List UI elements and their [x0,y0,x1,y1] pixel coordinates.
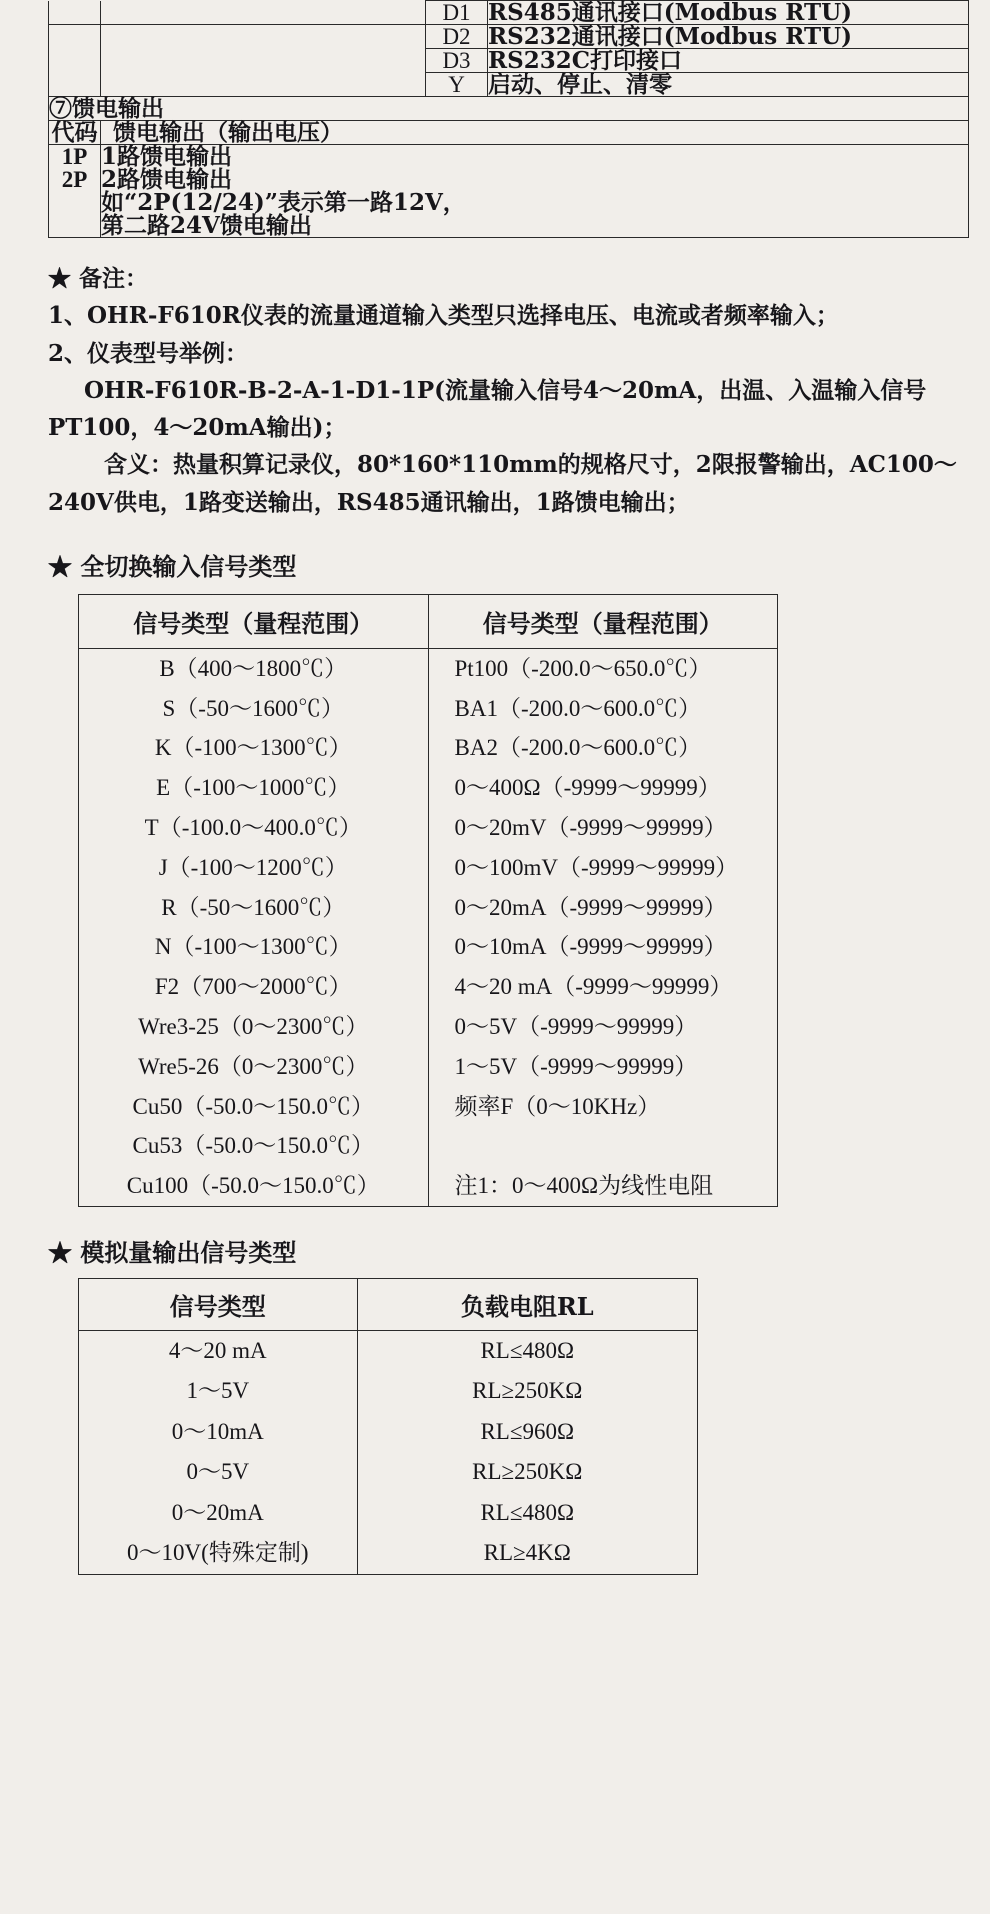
empty-cell-5 [49,49,101,73]
feed-empty-code [49,191,101,214]
table-row [79,1533,698,1574]
notes-block [48,260,968,521]
table-row [49,25,969,49]
desc-cell: 启动、停止、清零 [488,73,969,97]
table-row [79,1126,778,1166]
signal-right-cell: 0～20mV（-9999～99999） [428,808,778,848]
table-row [49,168,969,191]
empty-cell-4 [101,25,426,49]
feed-desc-cell: 2路馈电输出 [101,168,969,191]
code-cell: D3 [426,49,488,73]
table-row-header [79,594,778,648]
note-line-2: 2、仪表型号举例： [48,339,249,367]
column-header-signal-left: 信号类型（量程范围） [79,594,429,648]
signal-left-cell: T（-100.0～400.0℃） [79,808,429,848]
code-cell: D2 [426,25,488,49]
table-row [49,191,969,214]
table-row [49,214,969,238]
input-signal-type-table [78,594,778,1207]
signal-right-cell: BA2（-200.0～600.0℃） [428,728,778,768]
desc-cell: RS232C打印接口 [488,49,969,73]
empty-cell-6 [101,49,426,73]
note-line-4: 含义：热量积算记录仪，80*160*110mm的规格尺寸，2限报警输出，AC100～240V供电，1路变送输出，RS485通讯输出，1路馈电输出； [48,451,957,516]
table-row [79,848,778,888]
table-row [79,1087,778,1127]
table-row [79,768,778,808]
analog-load-cell: RL≥250KΩ [357,1452,697,1493]
table-row [49,1,969,25]
desc-cell: RS232通讯接口(Modbus RTU) [488,25,969,49]
note-line-1: 1、OHR-F610R仪表的流量通道输入类型只选择电压、电流或者频率输入； [48,302,839,330]
signal-left-cell: Cu50（-50.0～150.0℃） [79,1087,429,1127]
analog-load-cell: RL≥4KΩ [357,1533,697,1574]
feed-code-cell: 1P [49,145,101,169]
signal-note-cell: 注1：0～400Ω为线性电阻 [428,1166,778,1206]
signal-left-cell: E（-100～1000℃） [79,768,429,808]
table-row-header [49,121,969,145]
feed-code-cell: 2P [49,168,101,191]
signal-right-cell: 0～5V（-9999～99999） [428,1007,778,1047]
section-heading-feed-output: ⑦馈电输出 [49,97,969,121]
signal-right-cell: 0～20mA（-9999～99999） [428,888,778,928]
desc-cell: RS485通讯接口(Modbus RTU) [488,1,969,25]
signal-left-cell: R（-50～1600℃） [79,888,429,928]
column-header-feed-output: 馈电输出（输出电压） [101,121,969,145]
analog-output-table [78,1278,698,1575]
code-cell: Y [426,73,488,97]
signal-right-cell: 0～10mA（-9999～99999） [428,927,778,967]
table-row [49,73,969,97]
table-row [79,728,778,768]
analog-signal-cell: 0～5V [79,1452,358,1493]
table-row [79,1007,778,1047]
table-row [79,1047,778,1087]
empty-cell-2 [101,1,426,25]
feed-example-line1: 如“2P(12/24)”表示第一路12V， [101,191,969,214]
feed-empty-code-2 [49,214,101,238]
signal-right-cell: BA1（-200.0～600.0℃） [428,689,778,729]
signal-right-cell: 0～100mV（-9999～99999） [428,848,778,888]
signal-left-cell: Cu53（-50.0～150.0℃） [79,1126,429,1166]
column-header-signal-right: 信号类型（量程范围） [428,594,778,648]
signal-right-cell: 频率F（0～10KHz） [428,1087,778,1127]
empty-cell-7 [49,73,101,97]
analog-load-cell: RL≥250KΩ [357,1371,697,1412]
table-row [79,967,778,1007]
table-row [79,927,778,967]
analog-load-cell: RL≤480Ω [357,1493,697,1534]
analog-load-cell: RL≤480Ω [357,1330,697,1371]
signal-left-cell: Cu100（-50.0～150.0℃） [79,1166,429,1206]
empty-cell-8 [101,73,426,97]
note-line-3: OHR-F610R-B-2-A-1-D1-1P(流量输入信号4～20mA，出温、入温输入信号PT100，4～20mA输出)； [48,376,927,441]
analog-signal-cell: 0～10mA [79,1412,358,1453]
analog-section-title: ★ 模拟量输出信号类型 [48,1237,297,1267]
signal-left-cell: S（-50～1600℃） [79,689,429,729]
table-row-section [49,97,969,121]
signal-right-cell: Pt100（-200.0～650.0℃） [428,648,778,688]
table-row [79,1452,698,1493]
feed-desc-cell: 1路馈电输出 [101,145,969,169]
table-row [79,689,778,729]
signal-left-cell: F2（700～2000℃） [79,967,429,1007]
signal-section-title: ★ 全切换输入信号类型 [48,551,297,581]
signal-right-cell [428,1126,778,1166]
table-row [79,1493,698,1534]
signal-right-cell: 4～20 mA（-9999～99999） [428,967,778,1007]
table-row [49,49,969,73]
analog-signal-cell: 0～10V(特殊定制) [79,1533,358,1574]
empty-cell-1 [49,1,101,25]
signal-left-cell: B（400～1800℃） [79,648,429,688]
model-code-table [48,0,969,238]
column-header-signal-type: 信号类型 [79,1278,358,1330]
table-row [79,808,778,848]
analog-load-cell: RL≤960Ω [357,1412,697,1453]
code-cell: D1 [426,1,488,25]
column-header-load-resistance: 负载电阻RL [357,1278,697,1330]
signal-right-cell: 1～5V（-9999～99999） [428,1047,778,1087]
signal-left-cell: N（-100～1300℃） [79,927,429,967]
table-row [49,145,969,169]
signal-left-cell: K（-100～1300℃） [79,728,429,768]
feed-example-line2: 第二路24V馈电输出 [101,214,969,238]
signal-left-cell: Wre5-26（0～2300℃） [79,1047,429,1087]
table-row [79,1166,778,1206]
signal-left-cell: J（-100～1200℃） [79,848,429,888]
empty-cell-3 [49,25,101,49]
signal-right-cell: 0～400Ω（-9999～99999） [428,768,778,808]
analog-signal-cell: 1～5V [79,1371,358,1412]
table-row-header [79,1278,698,1330]
table-row [79,1371,698,1412]
notes-title: ★ 备注： [48,265,149,292]
analog-signal-cell: 0～20mA [79,1493,358,1534]
table-row [79,1412,698,1453]
signal-left-cell: Wre3-25（0～2300℃） [79,1007,429,1047]
table-row [79,1330,698,1371]
table-row [79,888,778,928]
column-header-code: 代码 [49,121,101,145]
analog-signal-cell: 4～20 mA [79,1330,358,1371]
table-row [79,648,778,688]
